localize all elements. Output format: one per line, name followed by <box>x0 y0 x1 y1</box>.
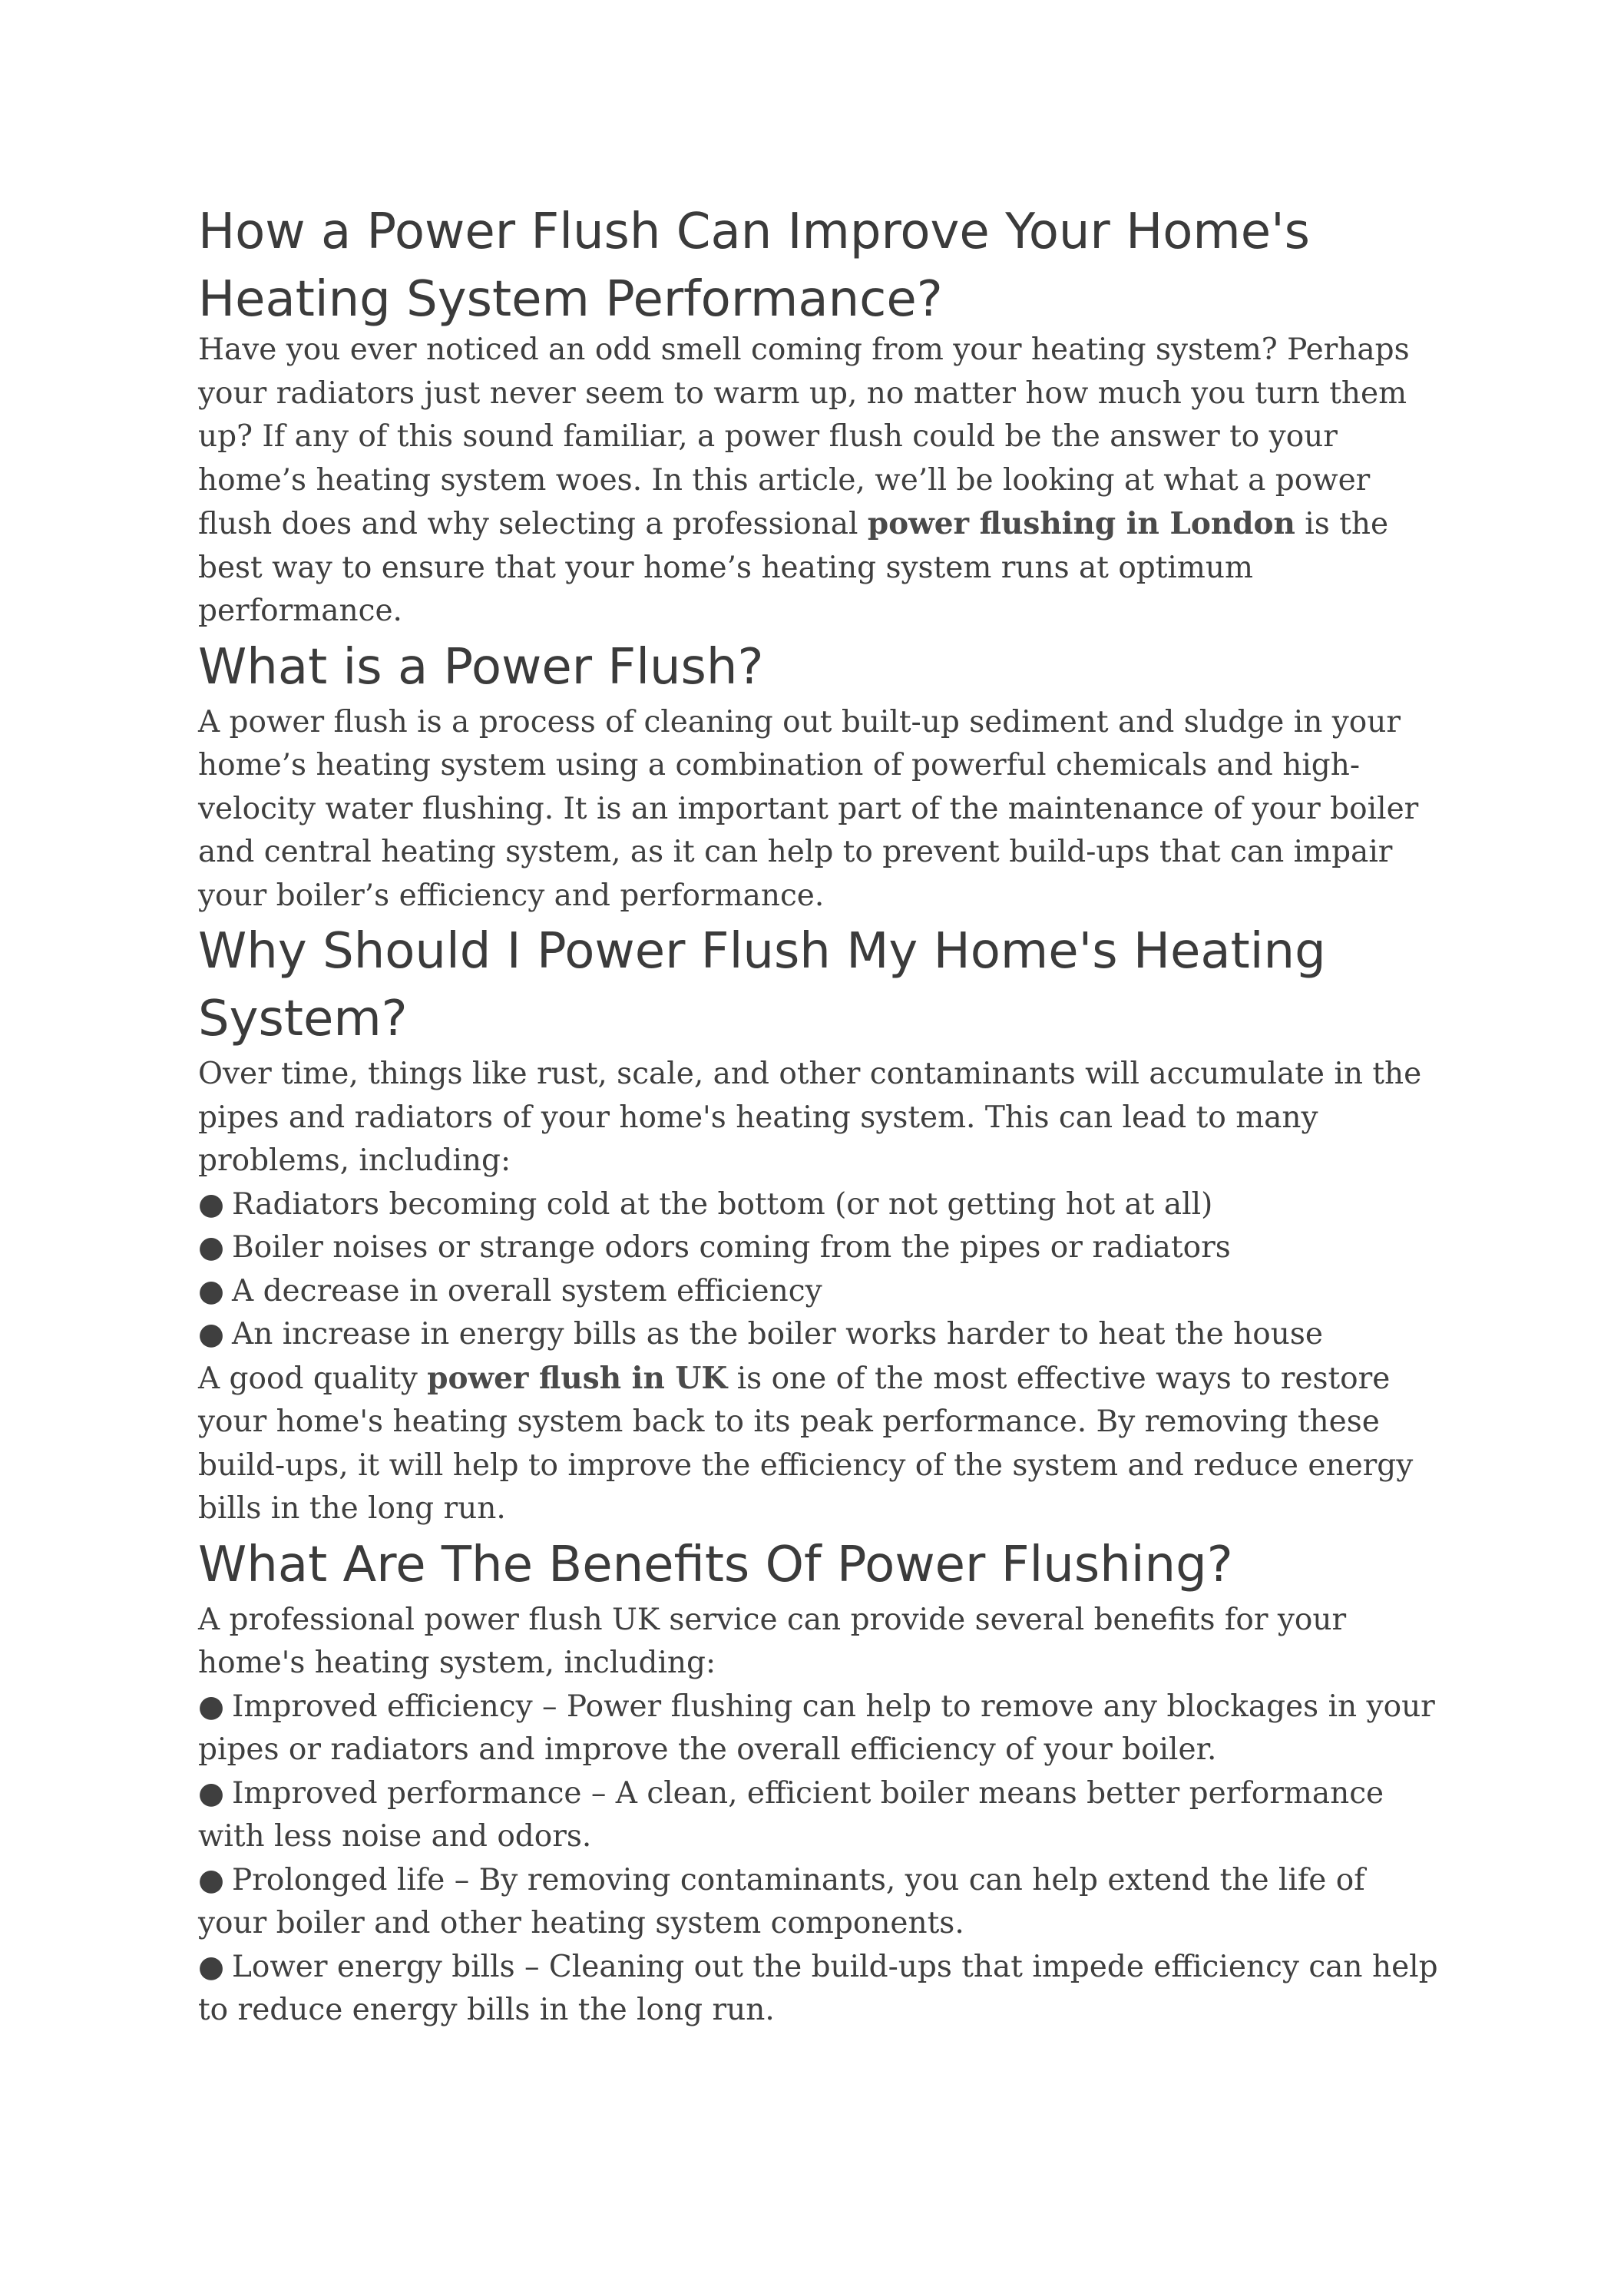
intro-text-start: Have you ever noticed an odd smell coming from your heating system? Perhaps your radiators just never seem to warm up, no matter how much you turn them up? If any of this sound familiar, a power flush could be the answer to your home’s heating system woes. In this article, we’ll be looking at what a power flush does and why selecting a professional <box>198 332 1410 541</box>
section-benefits-body: A professional power flush UK service can provide several benefits for your home's heating system, including: <box>198 1602 1347 1680</box>
section-what-is-body: A power flush is a process of cleaning out built-up sediment and sludge in your home’s heating system using a combination of powerful chemicals and high-velocity water flushing. It is an important part of the maintenance of your boiler and central heating system, as it can help to prevent build-ups that can impair your boiler’s efficiency and performance. <box>198 704 1419 913</box>
intro-paragraph <box>198 329 1442 634</box>
benefits-list <box>198 1686 1442 2033</box>
list-item: ● Improved performance – A clean, efficient boiler means better performance with less noise and odors. <box>198 1775 1384 1854</box>
bullet-icon: ● <box>198 1273 225 1308</box>
bullet-icon: ● <box>198 1775 225 1811</box>
problems-list <box>198 1183 1442 1357</box>
list-item: ● Prolonged life – By removing contaminants, you can help extend the life of your boiler and other heating system components. <box>198 1862 1365 1940</box>
power-flushing-london-link[interactable]: power flushing in London <box>867 506 1295 541</box>
bullet-icon: ● <box>198 1230 225 1265</box>
power-flush-uk-link[interactable]: power flush in UK <box>427 1360 728 1396</box>
bullet-icon: ● <box>198 1186 225 1222</box>
bullet-icon: ● <box>198 1317 225 1351</box>
list-item: ● A decrease in overall system efficiency <box>198 1273 822 1308</box>
article-title: How a Power Flush Can Improve Your Home's Heating System Performance? <box>198 203 1310 328</box>
bullet-icon: ● <box>198 1862 225 1897</box>
document-page <box>198 198 1442 2033</box>
section-why-body: Over time, things like rust, scale, and other contaminants will accumulate in the pipes and radiators of your home's heating system. This can lead to many problems, including: <box>198 1057 1422 1178</box>
list-item: ● Boiler noises or strange odors coming from the pipes or radiators <box>198 1230 1231 1265</box>
bullet-icon: ● <box>198 1949 225 1984</box>
list-item: ● Improved efficiency – Power flushing can help to remove any blockages in your pipes or radiators and improve the overall efficiency of your boiler. <box>198 1689 1435 1767</box>
section-heading-benefits: What Are The Benefits Of Power Flushing? <box>198 1536 1233 1593</box>
intro-text-end: is the best way to ensure that your home’s heating system runs at optimum performance. <box>198 507 1389 628</box>
section-heading-what-is: What is a Power Flush? <box>198 638 764 696</box>
section-heading-why: Why Should I Power Flush My Home's Heating System? <box>198 923 1326 1047</box>
bullet-icon: ● <box>198 1689 225 1724</box>
list-item: ● Lower energy bills – Cleaning out the build-ups that impede efficiency can help to reduce energy bills in the long run. <box>198 1949 1438 2027</box>
list-item: ● An increase in energy bills as the boiler works harder to heat the house <box>198 1317 1323 1351</box>
section-why-closing: A good quality power flush in UK is one of the most effective ways to restore your home's heating system back to its peak performance. By removing these build-ups, it will help to improve the efficiency of the system and reduce energy bills in the long run. <box>198 1360 1414 1526</box>
list-item: ● Radiators becoming cold at the bottom (or not getting hot at all) <box>198 1186 1213 1222</box>
